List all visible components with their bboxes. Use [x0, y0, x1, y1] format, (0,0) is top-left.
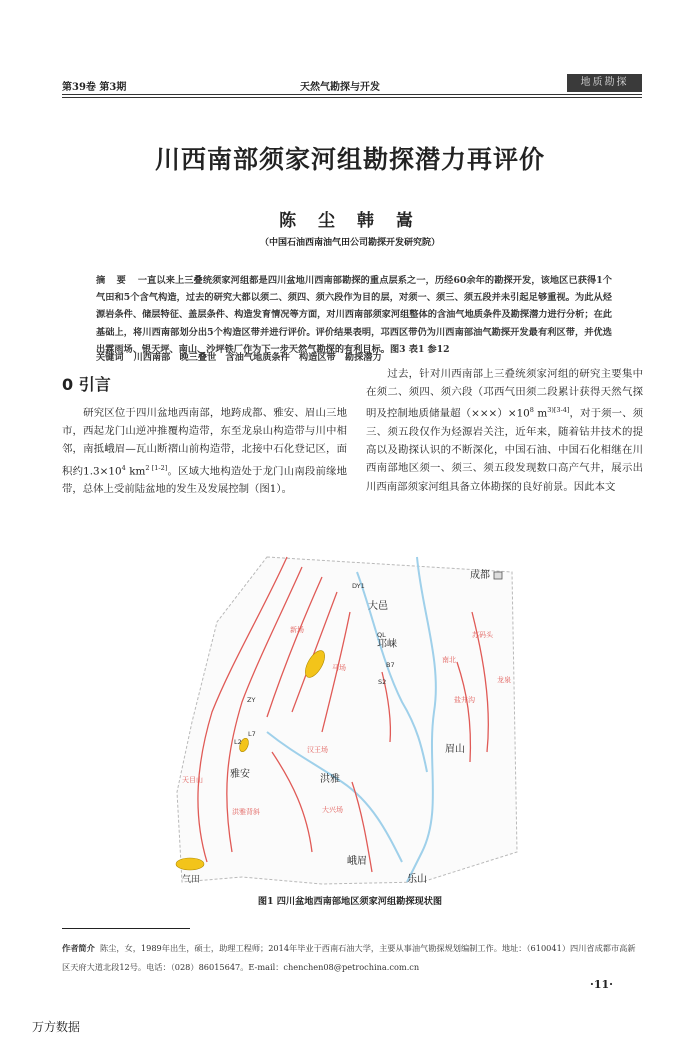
well-ql: QL: [377, 631, 386, 639]
author-footnote: [62, 939, 642, 977]
structure-sumatou: 苏码头: [472, 631, 493, 639]
watermark: 万方数据: [32, 1020, 81, 1034]
footnote-rule: [62, 928, 190, 929]
well-dy1: DY1: [352, 582, 365, 590]
body-column-right: [366, 365, 643, 496]
city-emei: 峨眉: [347, 856, 367, 867]
city-qionglai: 邛崃: [377, 639, 397, 650]
figure-caption: 图1 四川盆地西南部地区须家河组勘探现状图: [257, 896, 443, 907]
city-yaan: 雅安: [230, 769, 250, 780]
city-meishan: 眉山: [445, 744, 465, 755]
city-chengdu: 成都: [470, 570, 490, 581]
authors: 陈 尘 韩 嵩: [279, 211, 421, 231]
structure-yanjinggou: 盐井沟: [454, 696, 475, 704]
body-column-left: [62, 404, 347, 498]
structure-nanbei: 南北: [442, 656, 456, 664]
abstract-text: 一直以来上三叠统须家河组都是四川盆地川西南部勘探的重点层系之一，历经60余年的勘探开发，该地区已获得1个气田和5个含气构造，过去的研究大都以须二、须四、须六段作为目的层，对须一、须三、须五段并未引起足够重视。为此从烃源岩条件、储层特征、盖层条件、构造发育情况等方面，对川西南部须家河组整体的含油气地质条件及勘探潜力进行分析；在此基础上，将川西南部划分出5个构造区带并进行评价。评价结果表明，邛西区带仍为川西南部油气勘探开发最有利区带，并优选出霖雨场、银天坪、南山、沙坪铁厂作为下一步天然气勘探的有利目标。图3 表1 参12: [96, 275, 612, 355]
legend-gas-field-swatch: [176, 858, 204, 870]
city-leshan: 乐山: [407, 874, 427, 885]
col2-sup-2: 3: [547, 406, 552, 415]
exploration-map: [172, 552, 524, 887]
structure-daxingchang: 大兴场: [322, 806, 343, 814]
abstract-label: 摘 要: [96, 275, 130, 286]
journal-volume: 第39卷 第3期: [62, 82, 127, 93]
col1-sup-1: 4: [121, 463, 126, 472]
journal-name: 天然气勘探与开发: [300, 82, 380, 93]
structure-tianmushan: 天目山: [182, 776, 203, 784]
keywords-label: 关键词: [96, 352, 124, 363]
keywords: [96, 349, 616, 363]
col2-text-a: 过去，针对川西南部上三叠统须家河组的研究主要集中在须二、须四、须六段（邛西气田须二段累计获得天然气探明及控制地质储量超（×××）×10: [366, 368, 643, 420]
col2-sup-3: )[3-4]: [551, 406, 570, 415]
section-tag: 地质勘探: [567, 74, 642, 92]
structure-longquan: 龙泉: [497, 676, 511, 684]
col2-text-c: ，对于须一、须三、须五段仅作为烃源岩关注，近年来，随着钻井技术的提高以及勘探认识的不断深化，中国石油、中国石化相继在川西南部地区须一、须三、须五段发现数口高产气井，展示出川西南部须家河组具备立体勘探的良好前景。因此本文: [366, 407, 644, 493]
city-dayi: 大邑: [368, 601, 388, 612]
page-number: ·11·: [590, 978, 613, 991]
well-l7: L7: [248, 730, 256, 738]
col1-text-a: 研究区位于四川盆地西南部，地跨成都、雅安、眉山三地市，西起龙门山逆冲推覆构造带，东至龙泉山构造带与川中相邻，南抵峨眉—瓦山断褶山前构造带，北接中石化登记区，面积约1.3×10: [62, 407, 347, 478]
well-l2: L2: [234, 738, 242, 746]
footnote-text: 陈尘，女，1989年出生，硕士，助理工程师；2014年毕业于西南石油大学，主要从事油气勘探规划编制工作。地址：（610041）四川省成都市高新区天府大道北段12号。电话：（028）86015647。E-mail：chenchen08@petrochina.com.cn: [62, 943, 636, 972]
city-hongya: 洪雅: [320, 774, 340, 785]
affiliation: （中国石油西南油气田公司勘探开发研究院）: [259, 238, 440, 248]
col1-sup-2: 2 [1-2]: [145, 463, 168, 472]
col2-text-b: m: [533, 407, 548, 420]
study-area-boundary: [177, 557, 517, 884]
well-s2: S2: [378, 678, 387, 686]
well-zy: ZY: [247, 696, 256, 704]
legend-gas-field-label: 气田: [182, 875, 201, 885]
paper-title: 川西南部须家河组勘探潜力再评价: [154, 145, 545, 174]
structure-hanwangchang: 汉王场: [307, 746, 328, 754]
keywords-text: 川西南部 晚三叠世 含油气地质条件 构造区带 勘探潜力: [133, 352, 382, 363]
well-b7: B7: [386, 661, 395, 669]
structure-xinchang: 新场: [290, 626, 304, 634]
footnote-label: 作者简介: [62, 943, 95, 953]
city-marker-chengdu: [494, 572, 502, 579]
col1-text-b: km: [125, 465, 146, 478]
header-rule-thin: [62, 97, 642, 98]
col2-sup-1: 8: [529, 406, 534, 415]
header-rule: [62, 94, 642, 95]
structure-hongya-anticline: 洪雅背斜: [232, 808, 260, 816]
col1-text-c: 。区域大地构造处于龙门山南段前缘地带，总体上受前陆盆地的发生及发展控制（图1）。: [62, 465, 347, 496]
abstract: [96, 272, 612, 358]
structure-machang: 马场: [332, 664, 346, 672]
section-heading: 0 引言: [62, 375, 111, 394]
